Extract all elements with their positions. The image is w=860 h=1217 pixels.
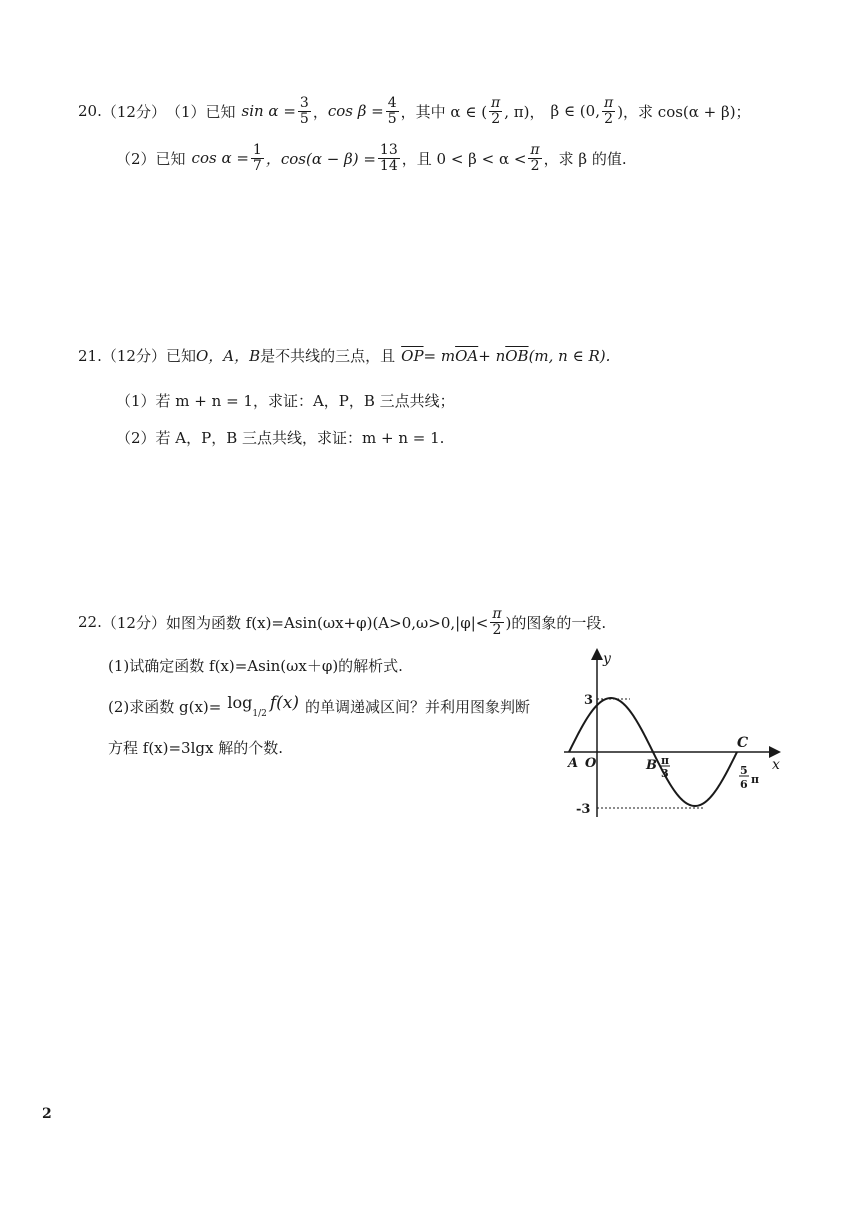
point-a-label: A	[568, 756, 579, 771]
q22-stem-b: )的图象的一段.	[505, 613, 607, 632]
point-c-den: 6	[740, 778, 748, 791]
q22-part1: (1)试确定函数 f(x)=Asin(ωx＋φ)的解析式.	[108, 657, 403, 675]
x-axis-label: x	[772, 757, 780, 773]
q22-part3: 方程 f(x)=3lgx 解的个数.	[108, 739, 283, 757]
q20-cond-beta: β ∈ (0,	[550, 102, 600, 121]
q22-pi-frac: $\frac{\pi}{2}$	[492, 606, 502, 638]
q21-stem-b: 是不共线的三点，且	[260, 347, 396, 365]
q21-vector-ob: $\overline{OB}$	[505, 346, 529, 365]
q20-cos-alpha: cos α =	[191, 149, 249, 168]
q20-cond-alpha: ，其中 α ∈ (	[400, 102, 488, 121]
q20-line2	[116, 143, 627, 173]
q20-cond-beta-end: )，求 cos(α + β)；	[617, 102, 751, 121]
q21-stem-a: 已知	[165, 347, 196, 365]
q21-number: 21.	[78, 346, 102, 365]
q20-part2-label: （2）已知	[116, 149, 186, 168]
q20-pi-frac-2: $\frac{\pi}{2}$	[603, 95, 614, 127]
q21-part2: （2）若 A，P，B 三点共线，求证：m + n = 1.	[116, 429, 445, 447]
q20-score: （12分）	[101, 102, 166, 121]
q20-sin-frac: $\frac{3}{5}$	[299, 95, 309, 127]
point-c-num: 5	[740, 764, 748, 777]
q21-tail: (m, n ∈ R).	[528, 346, 611, 365]
point-b-label: B	[646, 758, 657, 773]
q21-points: O，A，B	[195, 347, 261, 365]
point-b-den: 3	[661, 767, 669, 780]
q20-cos-frac: $\frac{4}{5}$	[387, 95, 397, 127]
q21-plus: + n	[478, 346, 506, 365]
q20-ask: ，求 β 的值.	[543, 149, 627, 168]
q21-score: （12分）	[101, 347, 166, 365]
y-max-label: 3	[584, 693, 594, 708]
point-b-num: π	[661, 754, 670, 767]
q21-vector-oa: $\overline{OA}$	[455, 346, 479, 365]
q20-cos-diff: ，cos(α − β) =	[265, 149, 376, 168]
q21-eq: = m	[423, 346, 456, 365]
point-c-pi: π	[751, 773, 760, 786]
q20-ca-frac: $\frac{1}{7}$	[252, 142, 262, 174]
q22-line1	[78, 607, 606, 637]
q20-line1: 20. （12分） （1）已知 sin α = $\frac{3}{5}$ ， cos β = $\frac{4}{5}$ ，其中 α ∈ ( $\frac{\pi}{2}$ , π)， β ∈ (0, $\frac{\pi}{2}$ )，求 cos(α + β)；	[78, 95, 751, 127]
q20-cd-frac: $\frac{13}{14}$	[379, 142, 398, 174]
q20-pi-frac-3: $\frac{\pi}{2}$	[530, 142, 540, 174]
q20-sin-alpha: sin α =	[241, 102, 296, 121]
q21-part1: （1）若 m + n = 1，求证：A，P，B 三点共线；	[116, 392, 455, 410]
page-number: 2	[42, 1106, 52, 1122]
q20-pi-frac-1: $\frac{\pi}{2}$	[491, 95, 501, 127]
q22-number: 22.	[78, 613, 102, 632]
q20-cond-alpha-end: , π)，	[504, 102, 545, 121]
q20-cos-beta: cos β =	[327, 102, 384, 121]
origin-label: O	[585, 756, 597, 771]
y-axis-label: y	[603, 651, 611, 667]
q20-cond: ，且 0 < β < α <	[401, 149, 527, 168]
q20-number: 20.	[78, 102, 102, 121]
sine-graph	[560, 645, 790, 825]
q22-score: （12分）	[101, 613, 166, 632]
y-min-label: -3	[576, 802, 591, 817]
point-c-label: C	[737, 735, 749, 751]
q22-part2: (2)求函数 g(x)= log 1/2 f(x) 的单调递减区间？并利用图象判断	[108, 693, 531, 719]
q22-stem-a: 如图为函数 f(x)=Asin(ωx+φ)(A>0,ω>0,|φ|<	[165, 613, 489, 632]
log-expression: log 1/2 f(x)	[227, 693, 299, 719]
q21-vector-op: $\overline{OP}$	[401, 346, 424, 365]
q21-line1	[78, 345, 610, 366]
q20-part1-label: （1）已知	[165, 102, 236, 121]
